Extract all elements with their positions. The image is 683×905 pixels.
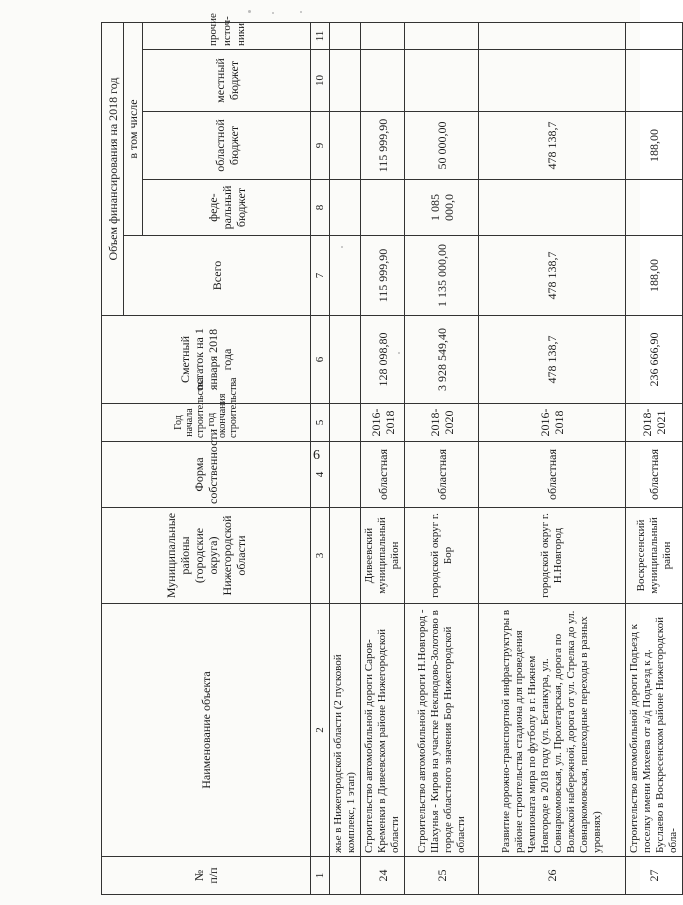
municipality: Воскресенский муниципальный район bbox=[626, 508, 683, 604]
header-other: прочие источ- ники bbox=[143, 22, 311, 49]
header-financing: Объем финансирования на 2018 год bbox=[102, 22, 124, 315]
federal: 1 085 000,0 bbox=[405, 180, 479, 236]
financing-table bbox=[101, 13, 683, 895]
row-number bbox=[330, 857, 361, 895]
ownership: областная bbox=[626, 442, 683, 508]
municipality: городской округ г. Бор bbox=[405, 508, 479, 604]
years bbox=[330, 404, 361, 442]
object-name: Развитие дорожно-транспортной инфраструктуры в районе строительства стадиона для проведения Чемпионата мира по футболу в г. Нижнем Новгороде в 2018 году (ул. Бетанкура, ул. Совнаркомовская, ул. Пролетарская, дорога по Волжской набережной, дорога от ул. Стрелка до ул. Совнаркомовская, пешеходные переходы в разных уровнях) bbox=[479, 604, 626, 857]
header-ownership: Форма собственности bbox=[102, 442, 311, 508]
other bbox=[361, 22, 405, 49]
ownership: областная bbox=[479, 442, 626, 508]
table-row bbox=[330, 22, 361, 894]
index-cell: 5 bbox=[311, 404, 330, 442]
index-cell: 9 bbox=[311, 112, 330, 180]
total: 188,00 bbox=[626, 236, 683, 316]
local bbox=[479, 50, 626, 112]
total: 478 138,7 bbox=[479, 236, 626, 316]
index-cell: 8 bbox=[311, 180, 330, 236]
total: 115 999,90 bbox=[361, 236, 405, 316]
header-name: Наименование объекта bbox=[102, 604, 311, 857]
federal bbox=[626, 180, 683, 236]
regional: 478 138,7 bbox=[479, 112, 626, 180]
remainder: 478 138,7 bbox=[479, 316, 626, 404]
object-name: жье в Нижегородской области (2 пусковой комплекс, 1 этап) bbox=[330, 604, 361, 857]
header-remainder: Сметный остаток на 1 января 2018 года bbox=[102, 316, 311, 404]
years: 2016-2018 bbox=[361, 404, 405, 442]
index-cell: 1 bbox=[311, 857, 330, 895]
header-local: местный бюджет bbox=[143, 50, 311, 112]
remainder: 128 098,80 bbox=[361, 316, 405, 404]
years: 2018-2020 bbox=[405, 404, 479, 442]
other bbox=[479, 22, 626, 49]
header-years: Год начала строительства - год окончания строительства bbox=[102, 404, 311, 442]
object-name: Строительство автомобильной дороги Н.Новгород - Шахунья - Киров на участке Неклюдово-Золотово в городе областного значения Бор Нижегородской области bbox=[405, 604, 479, 857]
header-no: № п/п bbox=[102, 857, 311, 895]
regional: 50 000,00 bbox=[405, 112, 479, 180]
municipality: Дивеевский муниципальный район bbox=[361, 508, 405, 604]
federal bbox=[361, 180, 405, 236]
index-cell: 7 bbox=[311, 236, 330, 316]
index-cell: 3 bbox=[311, 508, 330, 604]
regional: 115 999,90 bbox=[361, 112, 405, 180]
years: 2018-2021 bbox=[626, 404, 683, 442]
index-cell: 11 bbox=[311, 22, 330, 49]
total: 1 135 000,00 bbox=[405, 236, 479, 316]
years: 2016-2018 bbox=[479, 404, 626, 442]
index-cell: 10 bbox=[311, 50, 330, 112]
federal bbox=[479, 180, 626, 236]
local bbox=[330, 50, 361, 112]
other bbox=[330, 22, 361, 49]
ownership bbox=[330, 442, 361, 508]
header-municipality: Муниципальные районы (городские округа) Нижегородской области bbox=[102, 508, 311, 604]
total bbox=[330, 236, 361, 316]
ownership: областная bbox=[361, 442, 405, 508]
object-name: Строительство автомобильной дороги Саров-Кременки в Дивеевском районе Нижегородской области bbox=[361, 604, 405, 857]
row-number: 26 bbox=[479, 857, 626, 895]
municipality bbox=[330, 508, 361, 604]
header-regional: областной бюджет bbox=[143, 112, 311, 180]
other bbox=[405, 22, 479, 49]
regional bbox=[330, 112, 361, 180]
federal bbox=[330, 180, 361, 236]
remainder: 236 666,90 bbox=[626, 316, 683, 404]
table-row bbox=[626, 22, 683, 894]
regional: 188,00 bbox=[626, 112, 683, 180]
header-total: Всего bbox=[124, 236, 311, 316]
table-row bbox=[361, 22, 405, 894]
other bbox=[626, 22, 683, 49]
table-row bbox=[405, 22, 479, 894]
municipality: городской округ г. Н.Новгород bbox=[479, 508, 626, 604]
row-number: 27 bbox=[626, 857, 683, 895]
row-number: 24 bbox=[361, 857, 405, 895]
table-row bbox=[479, 22, 626, 894]
index-cell: 4 bbox=[311, 442, 330, 508]
page-number: 6 bbox=[313, 448, 320, 463]
object-name: Строительство автомобильной дороги Подъезд к поселку имени Михеева от а/д Подъезд к д. Буслаево в Воскресенском районе Нижегородской обла- bbox=[626, 604, 683, 857]
header-federal: феде- ральный бюджет bbox=[143, 180, 311, 236]
index-cell: 6 bbox=[311, 316, 330, 404]
remainder bbox=[330, 316, 361, 404]
local bbox=[361, 50, 405, 112]
ownership: областная bbox=[405, 442, 479, 508]
row-number: 25 bbox=[405, 857, 479, 895]
index-cell: 2 bbox=[311, 604, 330, 857]
header-including: в том числе bbox=[124, 22, 143, 235]
remainder: 3 928 549,40 bbox=[405, 316, 479, 404]
local bbox=[626, 50, 683, 112]
local bbox=[405, 50, 479, 112]
